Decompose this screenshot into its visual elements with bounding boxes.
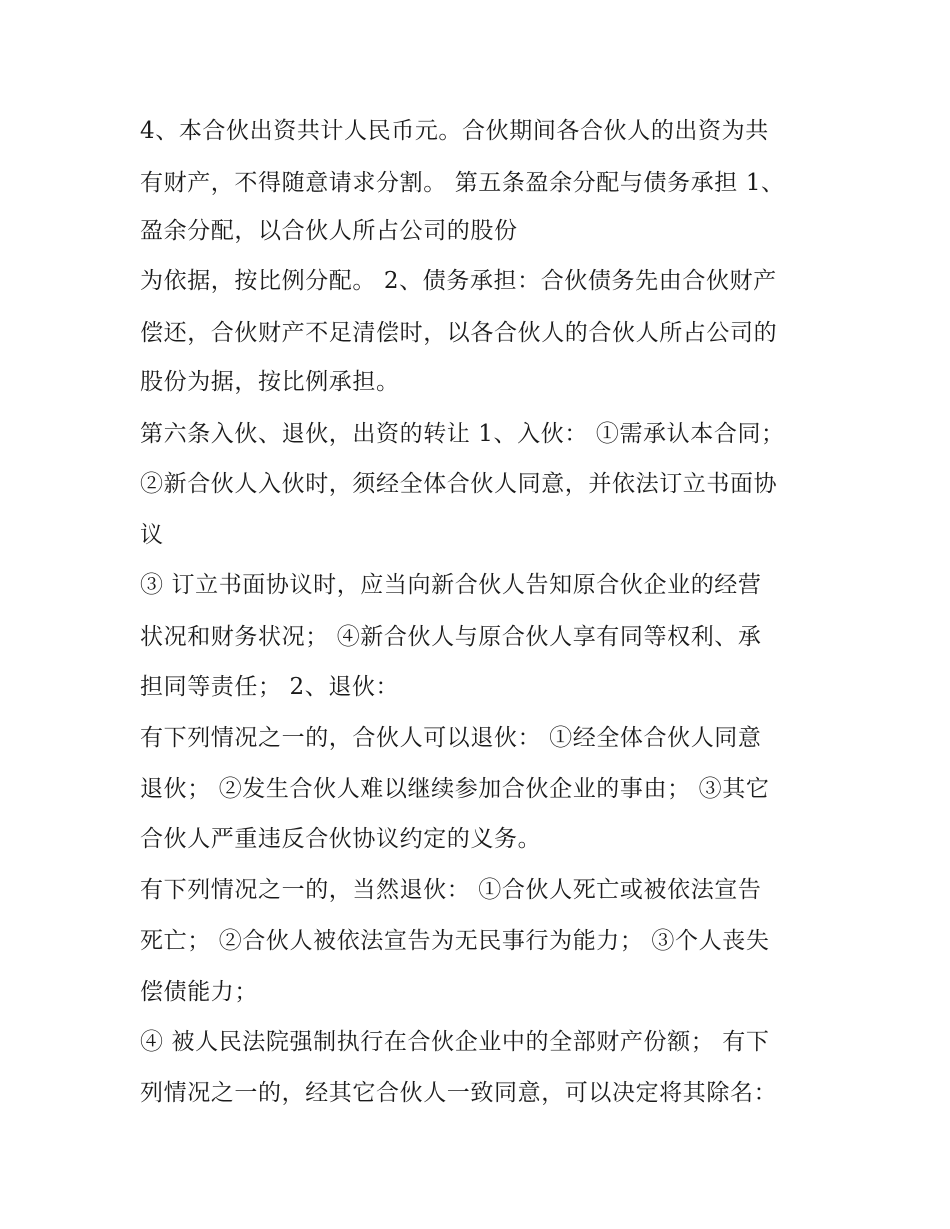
text-line: 担同等责任； 2、退伙： — [140, 674, 400, 700]
text-line: 有财产，不得随意请求分割。 第五条盈余分配与债务承担 1、 — [140, 170, 785, 196]
text-line: ④ 被人民法院强制执行在合伙企业中的全部财产份额； 有下 — [140, 1029, 770, 1055]
text-line: 为依据，按比例分配。 2、债务承担：合伙债务先由合伙财产 — [140, 268, 777, 294]
text-line: 合伙人严重违反合伙协议约定的义务。 — [140, 826, 542, 852]
text-line: 股份为据，按比例承担。 — [140, 369, 400, 395]
text-line: 有下列情况之一的，合伙人可以退伙： ①经全体合伙人同意 — [140, 725, 762, 751]
text-line: 第六条入伙、退伙，出资的转让 1、入伙： ①需承认本合同； — [140, 421, 785, 447]
text-line: 列情况之一的，经其它合伙人一致同意，可以决定将其除名： — [140, 1080, 778, 1106]
text-line: 有下列情况之一的，当然退伙： ①合伙人死亡或被依法宣告 — [140, 877, 762, 903]
text-line: 偿债能力； — [140, 979, 258, 1005]
text-line: 状况和财务状况； ④新合伙人与原合伙人享有同等权利、承 — [140, 624, 762, 650]
text-line: 死亡； ②合伙人被依法宣告为无民事行为能力； ③个人丧失 — [140, 928, 770, 954]
text-line: ③ 订立书面协议时，应当向新合伙人告知原合伙企业的经营 — [140, 572, 762, 598]
text-line: 4、本合伙出资共计人民币元。合伙期间各合伙人的出资为共 — [140, 118, 769, 144]
text-line: 议 — [140, 522, 164, 548]
text-line: ②新合伙人入伙时，须经全体合伙人同意，并依法订立书面协 — [140, 471, 778, 497]
text-line: 退伙； ②发生合伙人难以继续参加合伙企业的事由； ③其它 — [140, 776, 770, 802]
text-line: 盈余分配，以合伙人所占公司的股份 — [140, 218, 518, 244]
text-line: 偿还，合伙财产不足清偿时，以各合伙人的合伙人所占公司的 — [140, 320, 778, 346]
